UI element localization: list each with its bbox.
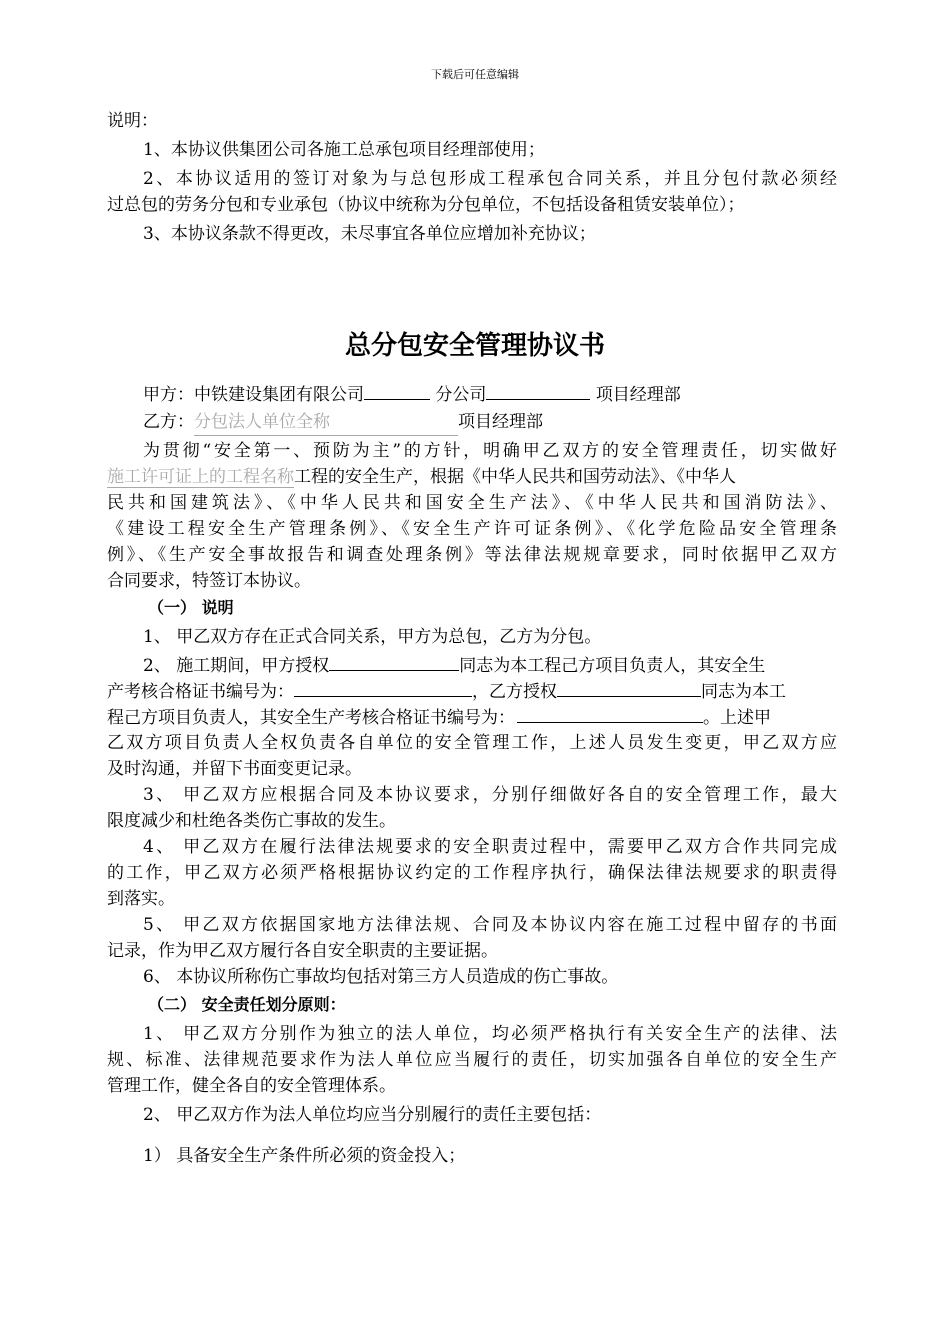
note-item-1: 1、本协议供集团公司各施工总承包项目经理部使用； [143,140,545,160]
section-1-para-2-line-3: 程己方项目负责人，其安全生产考核合格证书编号为： 。上述甲 [107,704,837,730]
section-1-para-4-line-2: 的工作，甲乙双方必须严格根据协议约定的工作程序执行，确保法律法规要求的职责得 [107,863,837,883]
section-2-para-2: 2、 甲乙双方作为法人单位均应当分别履行的责任主要包括： [143,1105,602,1125]
intro-line-5: 例》、《生产安全事故报告和调查处理条例》等法律法规规章要求，同时依据甲乙双方 [107,545,837,565]
party-a-rep-blank [329,652,459,671]
section-2-para-1-line-2: 规、标准、法律规范要求作为法人单位应当履行的责任，切实加强各自单位的安全生产 [107,1050,837,1070]
section-1-para-3-line-2: 限度减少和杜绝各类伤亡事故的发生。 [107,811,396,831]
party-b-placeholder: 分包法人单位全称 [194,409,458,436]
intro-line-3: 民共和国建筑法》、《中华人民共和国安全生产法》、《中华人民共和国消防法》、 [107,493,837,513]
party-b-cert-blank [517,704,703,723]
section-2-para-1-line-3: 管理工作，健全各自的安全管理体系。 [107,1076,396,1096]
section-2-heading: （二） 安全责任划分原则： [148,995,346,1014]
party-a-branch: 分公司 [435,385,487,405]
page-header: 下载后可任意编辑 [431,68,519,81]
note-item-3: 3、本协议条款不得更改，未尽事宜各单位应增加补充协议； [143,224,596,244]
section-1-para-6: 6、 本协议所称伤亡事故均包括对第三方人员造成的伤亡事故。 [143,967,619,987]
branch-name-blank [364,381,430,400]
party-b-line [143,409,837,435]
section-1-para-1: 1、 甲乙双方存在正式合同关系，甲方为总包，乙方为分包。 [143,627,602,647]
section-1-para-4-line-1: 4、 甲乙双方在履行法律法规要求的安全职责过程中，需要甲乙双方合作共同完成 [143,837,837,857]
section-1-para-5-line-2: 记录，作为甲乙双方履行各自安全职责的主要证据。 [107,941,498,961]
party-b-rep-blank [557,678,701,697]
section-1-para-2-line-2: 产考核合格证书编号为： ，乙方授权 同志为本工 [107,678,837,704]
party-a-cert-blank [294,678,472,697]
branch-name-blank-2 [486,381,590,400]
party-b-prefix: 乙方： [143,412,194,432]
party-a-dept: 项目经理部 [595,385,681,405]
notes-label: 说明： [107,111,158,131]
section-2-item-1: 1） 具备安全生产条件所必须的资金投入； [143,1146,466,1166]
section-1-para-3-line-1: 3、 甲乙双方应根据合同及本协议要求，分别仔细做好各自的安全管理工作，最大 [143,785,837,805]
note-item-2-line-2: 过总包的劳务分包和专业承包（协议中统称为分包单位，不包括设备租赁安装单位）； [107,195,745,215]
intro-line-4: 《建设工程安全生产管理条例》、《安全生产许可证条例》、《化学危险品安全管理条 [107,519,837,539]
intro-line-2: 施工许可证上的工程名称工程的安全生产，根据《中华人民共和国劳动法》、《中华人 [107,467,736,487]
section-1-para-5-line-1: 5、 甲乙双方依据国家地方法律法规、合同及本协议内容在施工过程中留存的书面 [143,915,837,935]
party-b-dept: 项目经理部 [458,412,543,432]
intro-line-1: 为贯彻“安全第一、预防为主”的方针，明确甲乙双方的安全管理责任，切实做好 [143,441,837,461]
section-1-para-2-line-1: 2、 施工期间，甲方授权 同志为本工程己方项目负责人，其安全生 [143,652,837,678]
project-name-placeholder: 施工许可证上的工程名称 [107,467,294,487]
section-2-para-1-line-1: 1、 甲乙双方分别作为独立的法人单位，均必须严格执行有关安全生产的法律、法 [143,1024,837,1044]
party-a-line [143,381,837,407]
section-1-para-4-line-3: 到落实。 [107,889,175,909]
party-a-prefix: 甲方：中铁建设集团有限公司 [143,385,364,405]
section-1-heading: （一） 说明 [148,598,234,617]
note-item-2-line-1: 2、本协议适用的签订对象为与总包形成工程承包合同关系，并且分包付款必须经 [143,169,837,189]
section-1-para-2-line-4: 乙双方项目负责人全权负责各自单位的安全管理工作，上述人员发生变更，甲乙双方应 [107,733,837,753]
document-title: 总分包安全管理协议书 [344,331,605,361]
section-1-para-2-line-5: 及时沟通，并留下书面变更记录。 [107,759,362,779]
intro-line-6: 合同要求，特签订本协议。 [107,571,311,591]
